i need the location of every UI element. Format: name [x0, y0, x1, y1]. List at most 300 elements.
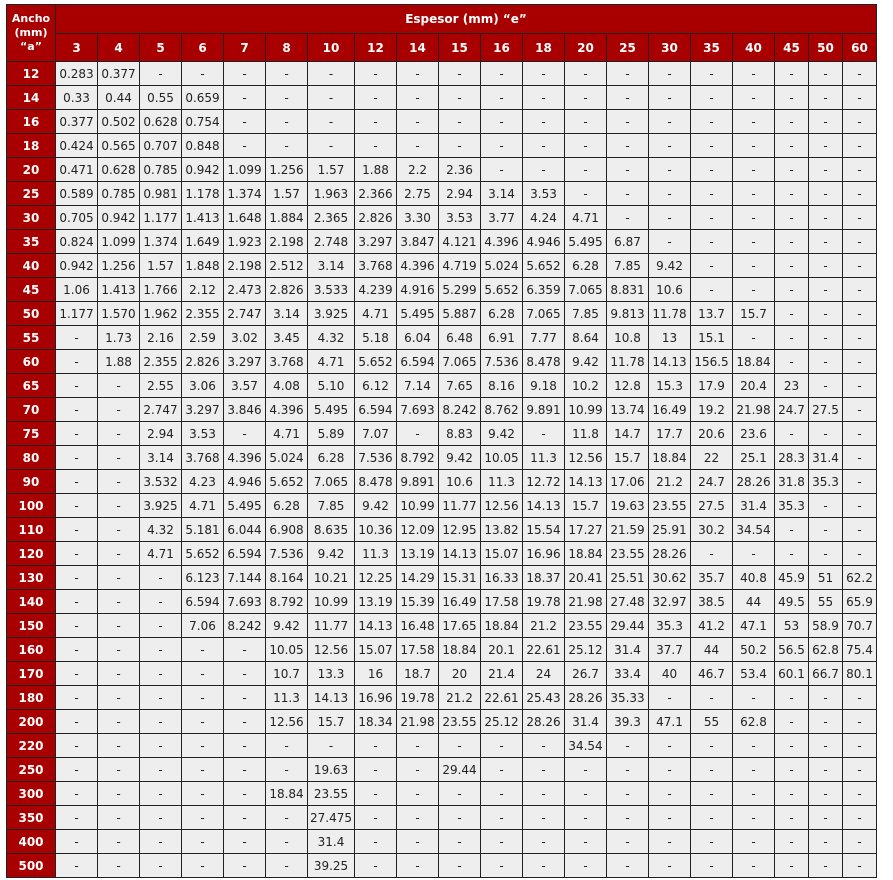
weight-cell: 3.57 — [224, 374, 266, 398]
weight-cell: - — [843, 158, 877, 182]
weight-cell: - — [98, 734, 140, 758]
weight-cell: 8.831 — [607, 278, 649, 302]
weight-cell: - — [182, 806, 224, 830]
weight-cell: - — [649, 686, 691, 710]
weight-cell: 11.77 — [439, 494, 481, 518]
weight-cell: 5.024 — [266, 446, 308, 470]
weight-cell: 10.2 — [565, 374, 607, 398]
weight-cell: - — [775, 422, 809, 446]
weight-cell: - — [224, 854, 266, 878]
weight-cell: 0.471 — [56, 158, 98, 182]
weight-cell: 20.1 — [481, 638, 523, 662]
weight-cell: 7.65 — [439, 374, 481, 398]
weight-cell: 55 — [809, 590, 843, 614]
ancho-row-header: 250 — [7, 758, 56, 782]
weight-cell: - — [691, 86, 733, 110]
weight-cell: 4.396 — [397, 254, 439, 278]
weight-cell: 40.8 — [733, 566, 775, 590]
weight-cell: - — [775, 110, 809, 134]
weight-cell: - — [56, 806, 98, 830]
weight-cell: 21.2 — [439, 686, 481, 710]
weight-cell: 13.3 — [308, 662, 355, 686]
weight-cell: 25.91 — [649, 518, 691, 542]
weight-cell: 6.594 — [182, 590, 224, 614]
weight-cell: 10.6 — [439, 470, 481, 494]
weight-cell: - — [523, 854, 565, 878]
weight-cell: 47.1 — [649, 710, 691, 734]
weight-cell: - — [523, 158, 565, 182]
weight-cell: 1.570 — [98, 302, 140, 326]
weight-cell: 0.589 — [56, 182, 98, 206]
weight-cell: 53.4 — [733, 662, 775, 686]
weight-cell: 2.2 — [397, 158, 439, 182]
weight-cell: - — [733, 734, 775, 758]
weight-cell: 3.14 — [266, 302, 308, 326]
ancho-header — [7, 5, 56, 62]
weight-cell: 5.495 — [224, 494, 266, 518]
weight-cell: 0.565 — [98, 134, 140, 158]
weight-cell: - — [224, 806, 266, 830]
weight-cell: - — [565, 62, 607, 86]
weight-cell: 62.8 — [809, 638, 843, 662]
weight-cell: 4.946 — [523, 230, 565, 254]
ancho-row-header: 75 — [7, 422, 56, 446]
weight-cell: 1.57 — [266, 182, 308, 206]
weight-cell: - — [266, 830, 308, 854]
table-row — [7, 734, 877, 758]
weight-cell: 0.785 — [140, 158, 182, 182]
table-row — [7, 806, 877, 830]
weight-cell: - — [809, 422, 843, 446]
weight-cell: 6.87 — [607, 230, 649, 254]
weight-cell: - — [809, 110, 843, 134]
weight-cell: - — [224, 110, 266, 134]
weight-cell: - — [439, 806, 481, 830]
weight-cell: - — [266, 758, 308, 782]
thickness-col-header: 18 — [523, 34, 565, 62]
weight-cell: 29.44 — [439, 758, 481, 782]
weight-cell: 1.06 — [56, 278, 98, 302]
weight-cell: 28.3 — [775, 446, 809, 470]
table-row — [7, 278, 877, 302]
weight-cell: 6.044 — [224, 518, 266, 542]
weight-cell: - — [224, 830, 266, 854]
weight-cell: - — [843, 254, 877, 278]
weight-cell: 5.652 — [266, 470, 308, 494]
weight-cell: 46.7 — [691, 662, 733, 686]
weight-cell: - — [224, 734, 266, 758]
weight-cell: 11.77 — [308, 614, 355, 638]
weight-cell: - — [649, 782, 691, 806]
weight-cell: - — [775, 542, 809, 566]
weight-cell: - — [182, 758, 224, 782]
weight-cell: - — [355, 110, 397, 134]
weight-cell: 5.652 — [481, 278, 523, 302]
weight-cell: 0.785 — [98, 182, 140, 206]
weight-cell: - — [843, 374, 877, 398]
weight-cell: - — [266, 806, 308, 830]
weight-cell: - — [691, 182, 733, 206]
weight-cell: 17.58 — [481, 590, 523, 614]
weight-cell: 3.06 — [182, 374, 224, 398]
weight-cell: 39.25 — [308, 854, 355, 878]
weight-cell: 6.04 — [397, 326, 439, 350]
weight-cell: 4.23 — [182, 470, 224, 494]
weight-cell: - — [843, 446, 877, 470]
weight-cell: - — [809, 710, 843, 734]
weight-cell: 13.7 — [691, 302, 733, 326]
weight-cell: 1.57 — [140, 254, 182, 278]
weight-cell: 75.4 — [843, 638, 877, 662]
weight-cell: 2.355 — [140, 350, 182, 374]
weight-cell: - — [182, 854, 224, 878]
weight-cell: 4.239 — [355, 278, 397, 302]
weight-cell: - — [691, 734, 733, 758]
weight-cell: - — [98, 542, 140, 566]
weight-cell: 8.762 — [481, 398, 523, 422]
weight-cell: 24 — [523, 662, 565, 686]
weight-cell: 0.942 — [98, 206, 140, 230]
weight-cell: 28.26 — [733, 470, 775, 494]
weight-cell: 50.2 — [733, 638, 775, 662]
weight-cell: 1.256 — [266, 158, 308, 182]
weight-cell: 11.3 — [355, 542, 397, 566]
thickness-col-header: 4 — [98, 34, 140, 62]
weight-cell: - — [809, 686, 843, 710]
weight-cell: - — [397, 758, 439, 782]
weight-cell: - — [843, 710, 877, 734]
weight-cell: 62.8 — [733, 710, 775, 734]
weight-cell: 1.648 — [224, 206, 266, 230]
weight-cell: - — [733, 806, 775, 830]
table-row — [7, 758, 877, 782]
thickness-col-header: 20 — [565, 34, 607, 62]
weight-cell: 9.42 — [355, 494, 397, 518]
weight-cell: - — [775, 62, 809, 86]
weight-cell: 10.6 — [649, 278, 691, 302]
weight-cell: - — [775, 350, 809, 374]
weight-cell: 27.5 — [691, 494, 733, 518]
weight-cell: - — [733, 758, 775, 782]
weight-cell: - — [649, 854, 691, 878]
weight-cell: - — [140, 758, 182, 782]
weight-cell: 28.26 — [565, 686, 607, 710]
weight-cell: - — [98, 614, 140, 638]
weight-cell: 55 — [691, 710, 733, 734]
weight-cell: 31.4 — [308, 830, 355, 854]
weight-cell: 15.7 — [733, 302, 775, 326]
weight-cell: 6.594 — [355, 398, 397, 422]
weight-cell: 29.44 — [607, 614, 649, 638]
weight-cell: 2.473 — [224, 278, 266, 302]
table-row — [7, 566, 877, 590]
weight-cell: 9.42 — [439, 446, 481, 470]
weight-cell: 44 — [733, 590, 775, 614]
ancho-row-header: 80 — [7, 446, 56, 470]
weight-cell: 1.374 — [140, 230, 182, 254]
weight-cell: - — [809, 374, 843, 398]
weight-cell: 7.693 — [397, 398, 439, 422]
weight-cell: 15.54 — [523, 518, 565, 542]
weight-cell: - — [481, 134, 523, 158]
weight-cell: 0.942 — [56, 254, 98, 278]
weight-cell: 4.121 — [439, 230, 481, 254]
weight-cell: 14.13 — [649, 350, 691, 374]
ancho-row-header: 16 — [7, 110, 56, 134]
weight-cell: 34.54 — [733, 518, 775, 542]
weight-cell: - — [523, 830, 565, 854]
weight-cell: - — [397, 134, 439, 158]
ancho-row-header: 14 — [7, 86, 56, 110]
weight-cell: 35.3 — [649, 614, 691, 638]
weight-cell: - — [439, 62, 481, 86]
ancho-row-header: 12 — [7, 62, 56, 86]
weight-cell: 3.14 — [140, 446, 182, 470]
ancho-row-header: 35 — [7, 230, 56, 254]
weight-cell: - — [224, 662, 266, 686]
weight-cell: 19.2 — [691, 398, 733, 422]
weight-cell: 0.377 — [56, 110, 98, 134]
weight-cell: - — [843, 734, 877, 758]
weight-cell: 10.05 — [481, 446, 523, 470]
weight-cell: 4.916 — [397, 278, 439, 302]
table-row — [7, 110, 877, 134]
weight-cell: - — [809, 206, 843, 230]
weight-cell: 11.3 — [481, 470, 523, 494]
weight-cell: 31.8 — [775, 470, 809, 494]
weight-cell: - — [140, 854, 182, 878]
table-row — [7, 830, 877, 854]
weight-cell: - — [809, 302, 843, 326]
weight-cell: - — [775, 518, 809, 542]
weight-cell: 10.99 — [565, 398, 607, 422]
weight-cell: 24.7 — [691, 470, 733, 494]
weight-cell: 8.164 — [266, 566, 308, 590]
weight-cell: 1.413 — [182, 206, 224, 230]
weight-cell: - — [224, 638, 266, 662]
weight-cell: 18.34 — [355, 710, 397, 734]
weight-cell: 0.707 — [140, 134, 182, 158]
weight-cell: 5.299 — [439, 278, 481, 302]
weight-cell: 20.4 — [733, 374, 775, 398]
weight-cell: 6.28 — [266, 494, 308, 518]
weight-cell: 5.652 — [182, 542, 224, 566]
weight-cell: 2.55 — [140, 374, 182, 398]
weight-cell: 14.13 — [308, 686, 355, 710]
weight-cell: - — [809, 806, 843, 830]
weight-cell: - — [481, 158, 523, 182]
thickness-header-row — [7, 34, 877, 62]
weight-cell: 1.884 — [266, 206, 308, 230]
weight-cell: - — [56, 518, 98, 542]
weight-cell: 5.887 — [439, 302, 481, 326]
weight-cell: 0.377 — [98, 62, 140, 86]
weight-cell: - — [56, 662, 98, 686]
weight-cell: 15.39 — [397, 590, 439, 614]
weight-cell: - — [649, 206, 691, 230]
weight-cell: - — [691, 134, 733, 158]
weight-cell: 16.49 — [439, 590, 481, 614]
weight-cell: - — [809, 782, 843, 806]
weight-cell: 17.27 — [565, 518, 607, 542]
weight-cell: 7.144 — [224, 566, 266, 590]
weight-cell: - — [809, 278, 843, 302]
weight-cell: 8.478 — [355, 470, 397, 494]
weight-cell: - — [56, 326, 98, 350]
weight-cell: 3.53 — [439, 206, 481, 230]
weight-cell: 3.53 — [182, 422, 224, 446]
weight-cell: - — [775, 806, 809, 830]
weight-cell: 5.10 — [308, 374, 355, 398]
weight-cell: - — [523, 110, 565, 134]
table-row — [7, 590, 877, 614]
weight-cell: - — [481, 734, 523, 758]
weight-cell: - — [733, 254, 775, 278]
weight-cell: 14.29 — [397, 566, 439, 590]
weight-cell: - — [809, 62, 843, 86]
weight-cell: - — [355, 62, 397, 86]
ancho-row-header: 130 — [7, 566, 56, 590]
weight-cell: 9.891 — [397, 470, 439, 494]
weight-cell: - — [266, 86, 308, 110]
weight-cell: - — [523, 806, 565, 830]
weight-cell: 15.07 — [355, 638, 397, 662]
weight-cell: - — [98, 446, 140, 470]
weight-cell: - — [649, 62, 691, 86]
table-row — [7, 206, 877, 230]
weight-cell: - — [355, 854, 397, 878]
weight-cell: - — [843, 350, 877, 374]
weight-cell: - — [182, 638, 224, 662]
weight-cell: 12.72 — [523, 470, 565, 494]
weight-cell: 25.43 — [523, 686, 565, 710]
weight-cell: 4.71 — [266, 422, 308, 446]
table-row — [7, 782, 877, 806]
ancho-row-header: 40 — [7, 254, 56, 278]
weight-cell: 14.13 — [523, 494, 565, 518]
weight-cell: - — [775, 782, 809, 806]
weight-cell: 9.42 — [266, 614, 308, 638]
weight-cell: - — [140, 662, 182, 686]
weight-cell: - — [843, 782, 877, 806]
table-row — [7, 350, 877, 374]
weight-cell: 3.14 — [308, 254, 355, 278]
weight-cell: 3.768 — [266, 350, 308, 374]
weight-cell: - — [775, 734, 809, 758]
weight-cell: 12.09 — [397, 518, 439, 542]
weight-cell: 9.42 — [481, 422, 523, 446]
weight-cell: 8.242 — [224, 614, 266, 638]
weight-cell: 3.847 — [397, 230, 439, 254]
weight-cell: 4.71 — [355, 302, 397, 326]
weight-cell: 65.9 — [843, 590, 877, 614]
weight-cell: - — [649, 230, 691, 254]
weight-cell: 21.4 — [481, 662, 523, 686]
thickness-col-header: 6 — [182, 34, 224, 62]
weight-cell: 4.32 — [308, 326, 355, 350]
weight-cell: - — [843, 542, 877, 566]
weight-cell: 27.5 — [809, 398, 843, 422]
weight-cell: 24.7 — [775, 398, 809, 422]
weight-cell: 20 — [439, 662, 481, 686]
weight-cell: - — [56, 374, 98, 398]
table-row — [7, 686, 877, 710]
table-row — [7, 302, 877, 326]
weight-cell: - — [224, 86, 266, 110]
weight-cell: - — [56, 830, 98, 854]
weight-cell: - — [809, 86, 843, 110]
weight-cell: - — [733, 542, 775, 566]
weight-cell: 3.925 — [140, 494, 182, 518]
weight-cell: - — [140, 590, 182, 614]
weight-cell: 11.8 — [565, 422, 607, 446]
thickness-col-header: 8 — [266, 34, 308, 62]
weight-cell: 6.594 — [224, 542, 266, 566]
weight-cell: - — [809, 518, 843, 542]
weight-cell: 8.478 — [523, 350, 565, 374]
weight-cell: - — [607, 134, 649, 158]
weight-cell: 9.18 — [523, 374, 565, 398]
weight-cell: 28.26 — [523, 710, 565, 734]
ancho-row-header: 65 — [7, 374, 56, 398]
ancho-row-header: 150 — [7, 614, 56, 638]
weight-cell: 10.36 — [355, 518, 397, 542]
weight-cell: 25.12 — [565, 638, 607, 662]
weight-cell: 13.19 — [397, 542, 439, 566]
weight-cell: - — [775, 686, 809, 710]
weight-cell: 28.26 — [649, 542, 691, 566]
table-row — [7, 854, 877, 878]
table-row — [7, 662, 877, 686]
weight-cell: 15.7 — [607, 446, 649, 470]
weight-cell: - — [843, 398, 877, 422]
weight-cell: - — [809, 854, 843, 878]
weight-cell: 19.63 — [308, 758, 355, 782]
weight-cell: - — [56, 782, 98, 806]
weight-cell: - — [182, 662, 224, 686]
weight-cell: 4.32 — [140, 518, 182, 542]
weight-cell: - — [691, 230, 733, 254]
weight-cell: 12.95 — [439, 518, 481, 542]
weight-cell: 4.24 — [523, 206, 565, 230]
table-row — [7, 638, 877, 662]
weight-cell: - — [843, 686, 877, 710]
weight-cell: - — [98, 806, 140, 830]
weight-cell: - — [775, 710, 809, 734]
weight-cell: 23.55 — [439, 710, 481, 734]
weight-cell: 13.74 — [607, 398, 649, 422]
weight-cell: 0.848 — [182, 134, 224, 158]
weight-cell: - — [843, 278, 877, 302]
ancho-row-header: 25 — [7, 182, 56, 206]
weight-cell: - — [224, 686, 266, 710]
weight-cell: 17.06 — [607, 470, 649, 494]
weight-cell: - — [140, 566, 182, 590]
weight-cell: - — [733, 278, 775, 302]
weight-cell: - — [98, 518, 140, 542]
weight-cell: 18.84 — [481, 614, 523, 638]
ancho-row-header: 140 — [7, 590, 56, 614]
weight-cell: - — [691, 782, 733, 806]
weight-cell: 26.7 — [565, 662, 607, 686]
weight-cell: - — [733, 782, 775, 806]
weight-cell: - — [809, 830, 843, 854]
ancho-row-header: 160 — [7, 638, 56, 662]
weight-cell: 2.748 — [308, 230, 355, 254]
weight-cell: 5.652 — [355, 350, 397, 374]
weight-cell: 53 — [775, 614, 809, 638]
table-row — [7, 86, 877, 110]
